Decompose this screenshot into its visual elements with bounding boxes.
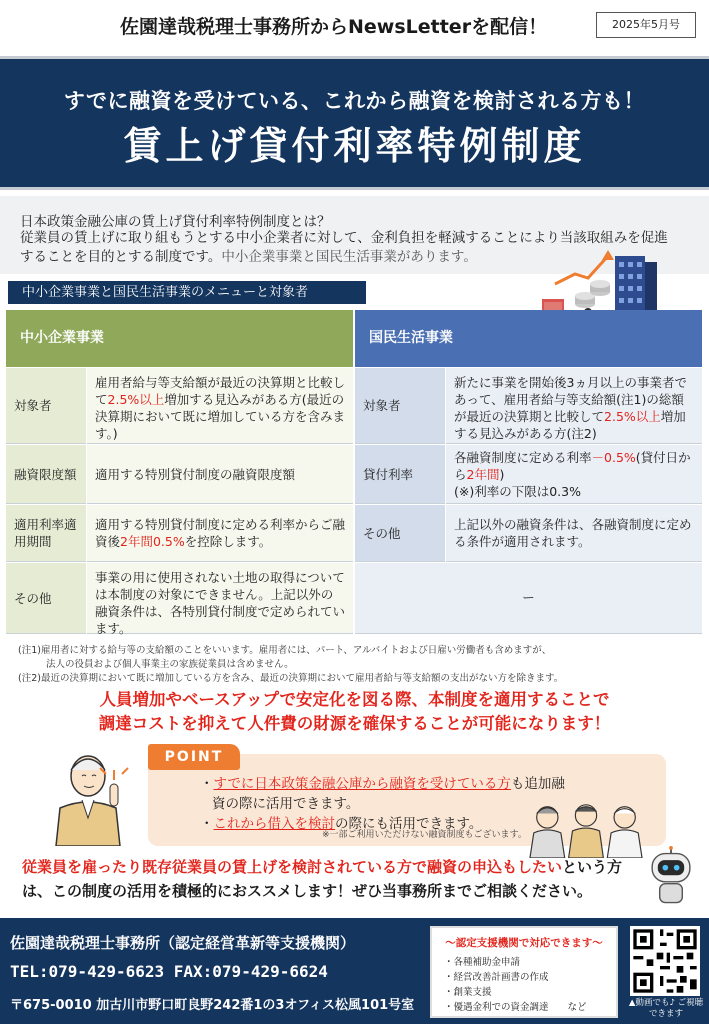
bullet-dot: ・ xyxy=(200,816,214,832)
sme-target-highlight: 2.5%以上 xyxy=(107,392,165,407)
point-note: ※一部ご利用いただけない融資制度もございます。 xyxy=(322,830,527,840)
sme-label-rate: 適用利率適用期間 xyxy=(6,505,86,562)
title-banner xyxy=(0,56,709,190)
nl-rate-highlight: －0.5% xyxy=(591,450,636,465)
bullet-dot: ・ xyxy=(200,776,214,792)
support-item: ・優遇金利での資金調達 など xyxy=(444,1002,587,1013)
nl-label-rate: 貸付利率 xyxy=(355,445,445,504)
sme-label-limit: 融資限度額 xyxy=(6,445,86,504)
closing-text-1: とい xyxy=(562,858,593,876)
nl-empty-cell: ー xyxy=(355,563,702,634)
sme-rate-text-rest: を控除します。 xyxy=(184,534,272,549)
qr-code-icon[interactable] xyxy=(630,926,700,996)
footnotes xyxy=(18,644,698,686)
support-title: ～認定支援機関で対応できます～ xyxy=(445,937,603,949)
sme-value-rate xyxy=(87,505,353,562)
sme-value-limit: 適用する特別貸付制度の融資限度額 xyxy=(87,445,353,504)
qr-caption: ▲動画でも♪ ご視聴できます xyxy=(628,998,704,1019)
intro-body-text: 従業員の賃上げに取り組もうとする中小企業者に対して、金利負担を軽減することにより当該取組みを促進することを目的とする制度です。 xyxy=(20,230,668,265)
sme-label-target: 対象者 xyxy=(6,368,86,444)
sme-target-text: 雇用者給与等支給額が最近の決算期と比較して xyxy=(95,375,346,407)
nl-rate-text-end: ) xyxy=(499,467,505,482)
support-item: ・創業支援 xyxy=(444,987,492,998)
workers-illustration xyxy=(526,800,646,858)
nl-label-other: その他 xyxy=(355,505,445,562)
point-item-2-text: の際にも活用できます。 xyxy=(335,816,483,832)
sme-value-other: 事業の用に使用されない土地の取得については本制度の対象にできません。上記以外の融資条件は、各特別貸付制度で定められています。 xyxy=(87,563,353,634)
point-tag: POINT xyxy=(148,744,240,770)
sme-target-text-rest: 増加する見込みがある方(最近の決算期において既に増加している方を含みます。) xyxy=(95,392,346,441)
point-item-2-highlight: これから借入を検討 xyxy=(213,816,335,832)
footnote-2: (注2)最近の決算期において既に増加している方を含み、最近の決算期において雇用者給与等支給額の支出がない方を除きます。 xyxy=(18,673,564,684)
nl-rate-period: 2年間 xyxy=(466,467,500,482)
intro-question: 日本政策金融公庫の賃上げ貸付利率特例制度とは？ xyxy=(20,214,331,230)
nl-value-other: 上記以外の融資条件は、各融資制度に定める条件が適用されます。 xyxy=(446,505,702,562)
footer xyxy=(0,918,709,1024)
point-item-1-highlight: すでに日本政策金融公庫から融資を受けている方 xyxy=(213,776,511,792)
intro-body-note: 中小企業事業と国民生活事業があります。 xyxy=(221,249,477,265)
support-item: ・経営改善計画書の作成 xyxy=(444,972,549,983)
footnote-1: (注1)雇用者に対する給与等の支給額のことをいいます。雇用者には、パート、アルバイトおよび日雇い労働者も含めますが、 xyxy=(18,645,552,656)
support-item: ・各種補助金申請 xyxy=(444,957,521,968)
column-header-national-life: 国民生活事業 xyxy=(355,310,702,367)
office-phone[interactable]: TEL:079-429-6623 FAX:079-429-6624 xyxy=(10,962,328,981)
loan-comparison-table xyxy=(6,310,702,634)
newsletter-title: 佐園達哉税理士事務所からNewsLetterを配信！ xyxy=(120,16,548,38)
newsletter-header xyxy=(0,0,709,52)
callout-message xyxy=(0,688,709,736)
nl-rate-floor: (※)利率の下限は0.3% xyxy=(454,484,581,499)
office-address: 〒675-0010 加古川市野口町良野242番1の3オフィス松風101号室 xyxy=(10,998,415,1013)
callout-line-1: 人員増加やベースアップで安定化を図る際、本制度を適用することで xyxy=(99,690,610,709)
point-item-1-line2: 資の際に活用できます。 xyxy=(212,796,360,812)
nl-label-target: 対象者 xyxy=(355,368,445,444)
nl-target-text-rest: 増加する見込みがある方(注2) xyxy=(454,409,686,441)
banner-title: 賃上げ貸付利率特例制度 xyxy=(123,124,586,168)
sme-label-other: その他 xyxy=(6,563,86,634)
nl-target-text: 新たに事業を開始後3ヵ月以上の事業者であって、雇用者給与等支給額(注1)の総額が最近の決算期と比較して xyxy=(454,375,687,424)
point-item-1-text: も追加融 xyxy=(510,776,565,792)
sme-rate-text: 適用する特別貸付制度に定める利率からご融資後 xyxy=(95,517,346,549)
banner-subtitle: すでに融資を受けている、これから融資を検討される方も！ xyxy=(63,89,646,113)
nl-value-rate xyxy=(446,445,702,504)
office-name: 佐園達哉税理士事務所（認定経営革新等支援機関） xyxy=(10,934,356,952)
sme-rate-highlight: 2年間0.5% xyxy=(120,534,185,549)
closing-highlight: 従業員を雇ったり既存従業員の賃上げを検討されている方で融資の申込もしたい xyxy=(22,858,563,876)
nl-value-target xyxy=(446,368,702,444)
support-services-box xyxy=(430,926,618,1018)
issue-date-badge: 2025年5月号 xyxy=(596,12,696,38)
nl-rate-text-mid: (貸付日から xyxy=(454,450,691,482)
businessman-illustration xyxy=(44,746,144,846)
menu-section-label: 中小企業事業と国民生活事業のメニューと対象者 xyxy=(8,281,366,304)
point-item-1 xyxy=(200,772,565,792)
column-header-sme: 中小企業事業 xyxy=(6,310,353,367)
footnote-1-cont: 法人の役員および個人事業主の家族従業員は含めません。 xyxy=(46,659,294,670)
closing-text-2: う方は、この制度の活用を積極的におススメします！ぜひ当事務所までご相談ください。 xyxy=(22,858,623,900)
sme-value-target xyxy=(87,368,353,444)
closing-message xyxy=(22,855,652,903)
callout-line-2: 調達コストを抑えて人件費の財源を確保することが可能になります！ xyxy=(98,714,611,733)
nl-rate-text: 各融資制度に定める利率 xyxy=(454,450,592,465)
nl-target-highlight: 2.5%以上 xyxy=(604,409,661,424)
